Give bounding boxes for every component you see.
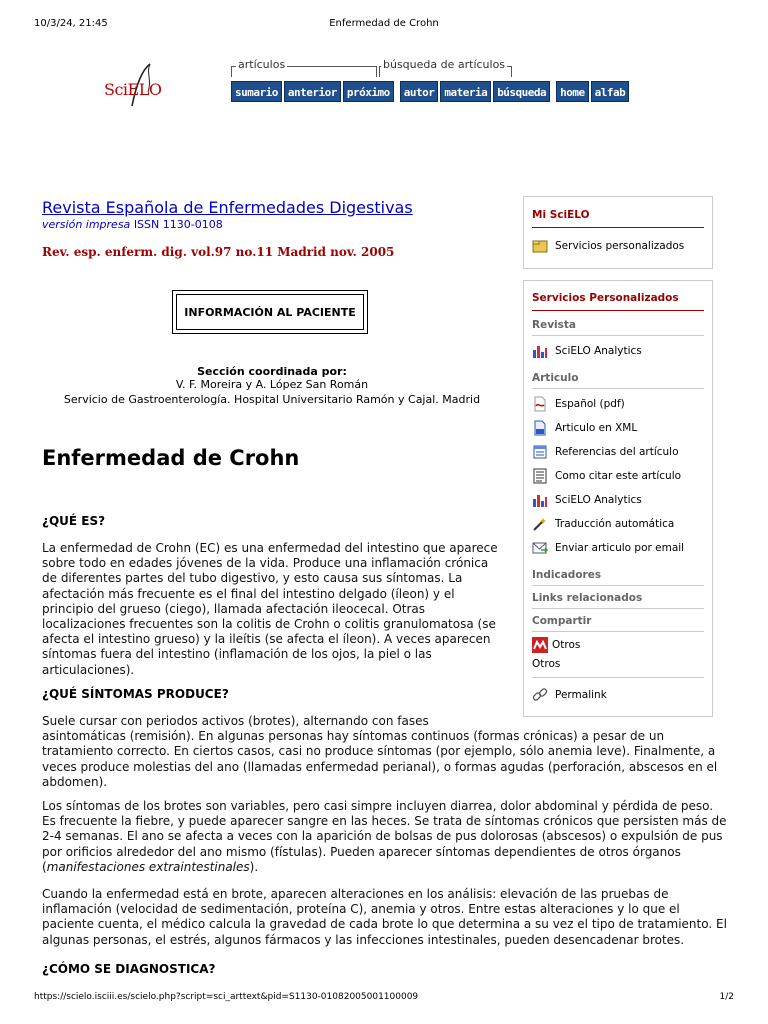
paragraph-que-es [42, 541, 498, 678]
text-line: articulaciones). [42, 662, 135, 677]
nav-materia-button[interactable]: materia [440, 81, 491, 102]
traduccion-link[interactable] [532, 515, 674, 533]
analytics-label: SciELO Analytics [555, 345, 642, 357]
nav-sumario-button[interactable]: sumario [231, 81, 282, 102]
pdf-label: Español (pdf) [555, 398, 625, 410]
nav-busqueda-button[interactable]: búsqueda [493, 81, 550, 102]
coordination-names: V. F. Moreira y A. López San Román [175, 378, 369, 391]
share-icon [532, 637, 548, 653]
text-line: sobre todo en edades jóvenes de la vida. Produce una inflamación crónica [42, 556, 489, 571]
divider [532, 677, 704, 678]
coordination-heading: Sección coordinada por: [197, 365, 347, 378]
email-icon [532, 540, 548, 556]
divider [532, 310, 704, 311]
pdf-icon [532, 396, 548, 412]
indicadores-heading[interactable]: Indicadores [532, 569, 602, 581]
servicios-panel [523, 280, 713, 717]
folder-icon [532, 238, 548, 254]
print-title: Enfermedad de Crohn [329, 18, 439, 29]
revista-heading: Revista [532, 319, 577, 331]
nav-autor-button[interactable]: autor [400, 81, 439, 102]
divider [532, 608, 704, 609]
section-heading-sintomas: ¿QUÉ SÍNTOMAS PRODUCE? [42, 687, 229, 701]
permalink-link[interactable] [532, 686, 607, 704]
compartir-heading: Compartir [532, 615, 592, 627]
text-line: Los síntomas de los brotes son variables, pero casi simpre incluyen diarrea, dolor abdominal y pérdida de peso. [42, 799, 714, 813]
text-line: tratamiento correcto. En ciertos casos, casi no produce síntomas (por ejemplo, sólo anemia leve). Finalmente, a [42, 744, 716, 759]
section-heading-que-es: ¿QUÉ ES? [42, 514, 106, 528]
otros-text[interactable]: Otros [532, 658, 561, 670]
links-relacionados-heading[interactable]: Links relacionados [532, 592, 643, 604]
edition-label: versión impresa [42, 218, 131, 231]
referencias-link[interactable] [532, 443, 679, 461]
article-title: Enfermedad de Crohn [42, 446, 300, 470]
text-line: Suele cursar con periodos activos (brotes), alternando con fases [42, 714, 429, 728]
divider [532, 388, 704, 389]
scielo-logo[interactable] [102, 62, 166, 112]
email-link[interactable] [532, 539, 684, 557]
permalink-label: Permalink [555, 689, 607, 701]
references-icon [532, 444, 548, 460]
section-box [172, 290, 368, 334]
paren-close: ). [249, 859, 259, 874]
xml-label: Articulo en XML [555, 422, 638, 434]
servicios-label: Servicios personalizados [555, 240, 685, 252]
articulo-heading: Articulo [532, 372, 579, 384]
como-citar-link[interactable] [532, 467, 681, 485]
text-line: de diferentes partes del tubo digestivo, y esto causa sus síntomas. La [42, 571, 463, 586]
issue-citation: Rev. esp. enferm. dig. vol.97 no.11 Madrid nov. 2005 [42, 245, 395, 259]
section-heading-diagnostico: ¿CÓMO SE DIAGNOSTICA? [42, 962, 216, 976]
text-line: afectación más frecuente es el final del intestino delgado (íleon) y el [42, 586, 455, 601]
nav-label-articulos: artículos [238, 58, 286, 71]
paragraph-sintomas-3 [42, 887, 727, 948]
section-box-label: INFORMACIÓN AL PACIENTE [176, 294, 364, 330]
bar-chart-icon [532, 492, 548, 508]
divider [532, 227, 704, 228]
analytics-label: SciELO Analytics [555, 494, 642, 506]
nav-label-busqueda: búsqueda de artículos [383, 58, 506, 71]
issn: ISSN 1130-0108 [133, 218, 223, 231]
email-label: Enviar articulo por email [555, 542, 685, 554]
text-line: localizaciones frecuentes son la colitis de Crohn o colitis granulomatosa (se [42, 617, 496, 632]
coordination-service: Servicio de Gastroenterología. Hospital Universitario Ramón y Cajal. Madrid [63, 393, 481, 406]
nav-alfab-button[interactable]: alfab [591, 81, 630, 102]
paragraph-sintomas-2 [42, 799, 727, 875]
citation-icon [532, 468, 548, 484]
print-page-number: 1/2 [719, 992, 734, 1002]
text-line: veces produce molestias del ano (llamadas enfermedad perianal), o formas agudas (perforación, abscesos en el [42, 759, 718, 774]
nav-proximo-button[interactable]: próximo [343, 81, 394, 102]
text-line: 2-4 semanas. El ano se afecta a veces con la aparición de bolsas de pus dolorosas (abscesos) o expulsión de pus [42, 829, 723, 844]
otros-label: Otros [552, 639, 581, 651]
journal-edition [42, 218, 223, 231]
servicios-personalizados-link[interactable] [532, 237, 684, 255]
text-line: síntomas fuera del intestino (inflamación de los ojos, la piel o las [42, 647, 432, 662]
otros-share-link[interactable] [532, 636, 580, 654]
print-header [0, 14, 768, 30]
print-url: https://scielo.isciii.es/scielo.php?script=sci_arttext&pid=S1130-01082005001100009 [34, 992, 419, 1002]
referencias-label: Referencias del artículo [555, 446, 679, 458]
divider [532, 585, 704, 586]
text-line: principio del grueso (ciego), llamada afectación ileocecal. Otras [42, 601, 426, 616]
text-line: inflamación (velocidad de sedimentación, proteína C), anemia y otros. Entre estas alteraciones y lo que el [42, 902, 680, 917]
nav-home-button[interactable]: home [556, 81, 589, 102]
magic-wand-icon [532, 516, 548, 532]
traduccion-label: Traducción automática [555, 518, 675, 530]
xml-link[interactable] [532, 419, 637, 437]
divider [532, 631, 704, 632]
text-line: paciente cuenta, el médico calcula la gravedad de cada brote lo que determina a su vez el tipo de tratamiento. El [42, 917, 727, 932]
journal-name-link[interactable]: Revista Española de Enfermedades Digestivas [42, 198, 413, 217]
nav-toolbar [231, 81, 629, 102]
print-date: 10/3/24, 21:45 [34, 18, 108, 29]
revista-analytics-link[interactable] [532, 342, 642, 360]
paragraph-sintomas-1 [42, 714, 717, 790]
xml-document-icon [532, 420, 548, 436]
mi-scielo-title: Mi SciELO [532, 209, 590, 221]
text-line: algunas personas, el estrés, algunos fármacos y las infecciones intestinales, pueden desencadenar brotes. [42, 932, 685, 947]
scielo-logo-text: SciELO [104, 80, 162, 99]
text-line: afecta el intestino grueso) y la ileítis (se afecta el íleon). A veces aparecen [42, 632, 491, 647]
print-footer [0, 992, 768, 1008]
paren-open: ( [42, 859, 47, 874]
text-line: Cuando la enfermedad está en brote, aparecen alteraciones en los análisis: elevación de las pruebas de [42, 887, 669, 901]
bar-chart-icon [532, 343, 548, 359]
mi-scielo-panel [523, 196, 713, 269]
text-line: abdomen). [42, 774, 108, 789]
text-line: La enfermedad de Crohn (EC) es una enfermedad del intestino que aparece [42, 541, 498, 555]
text-line: por orificios alrededor del ano mismo (fístulas). Pueden aparecer síntomas dependientes de otros órganos [42, 844, 681, 859]
text-line: asintomáticas (remisión). En algunas personas hay síntomas continuos (formas crónicas) a pesar de un [42, 729, 665, 744]
link-chain-icon [532, 687, 548, 703]
divider [532, 335, 704, 336]
italic-term: manifestaciones extraintestinales [46, 859, 250, 874]
text-line [42, 860, 727, 875]
text-line: Es frecuente la fiebre, y puede aparecer sangre en las heces. Se trata de síntomas crónicos que persisten más de [42, 814, 727, 829]
nav-anterior-button[interactable]: anterior [284, 81, 341, 102]
servicios-title: Servicios Personalizados [532, 292, 679, 304]
pdf-link[interactable] [532, 395, 625, 413]
articulo-analytics-link[interactable] [532, 491, 642, 509]
como-citar-label: Como citar este artículo [555, 470, 682, 482]
